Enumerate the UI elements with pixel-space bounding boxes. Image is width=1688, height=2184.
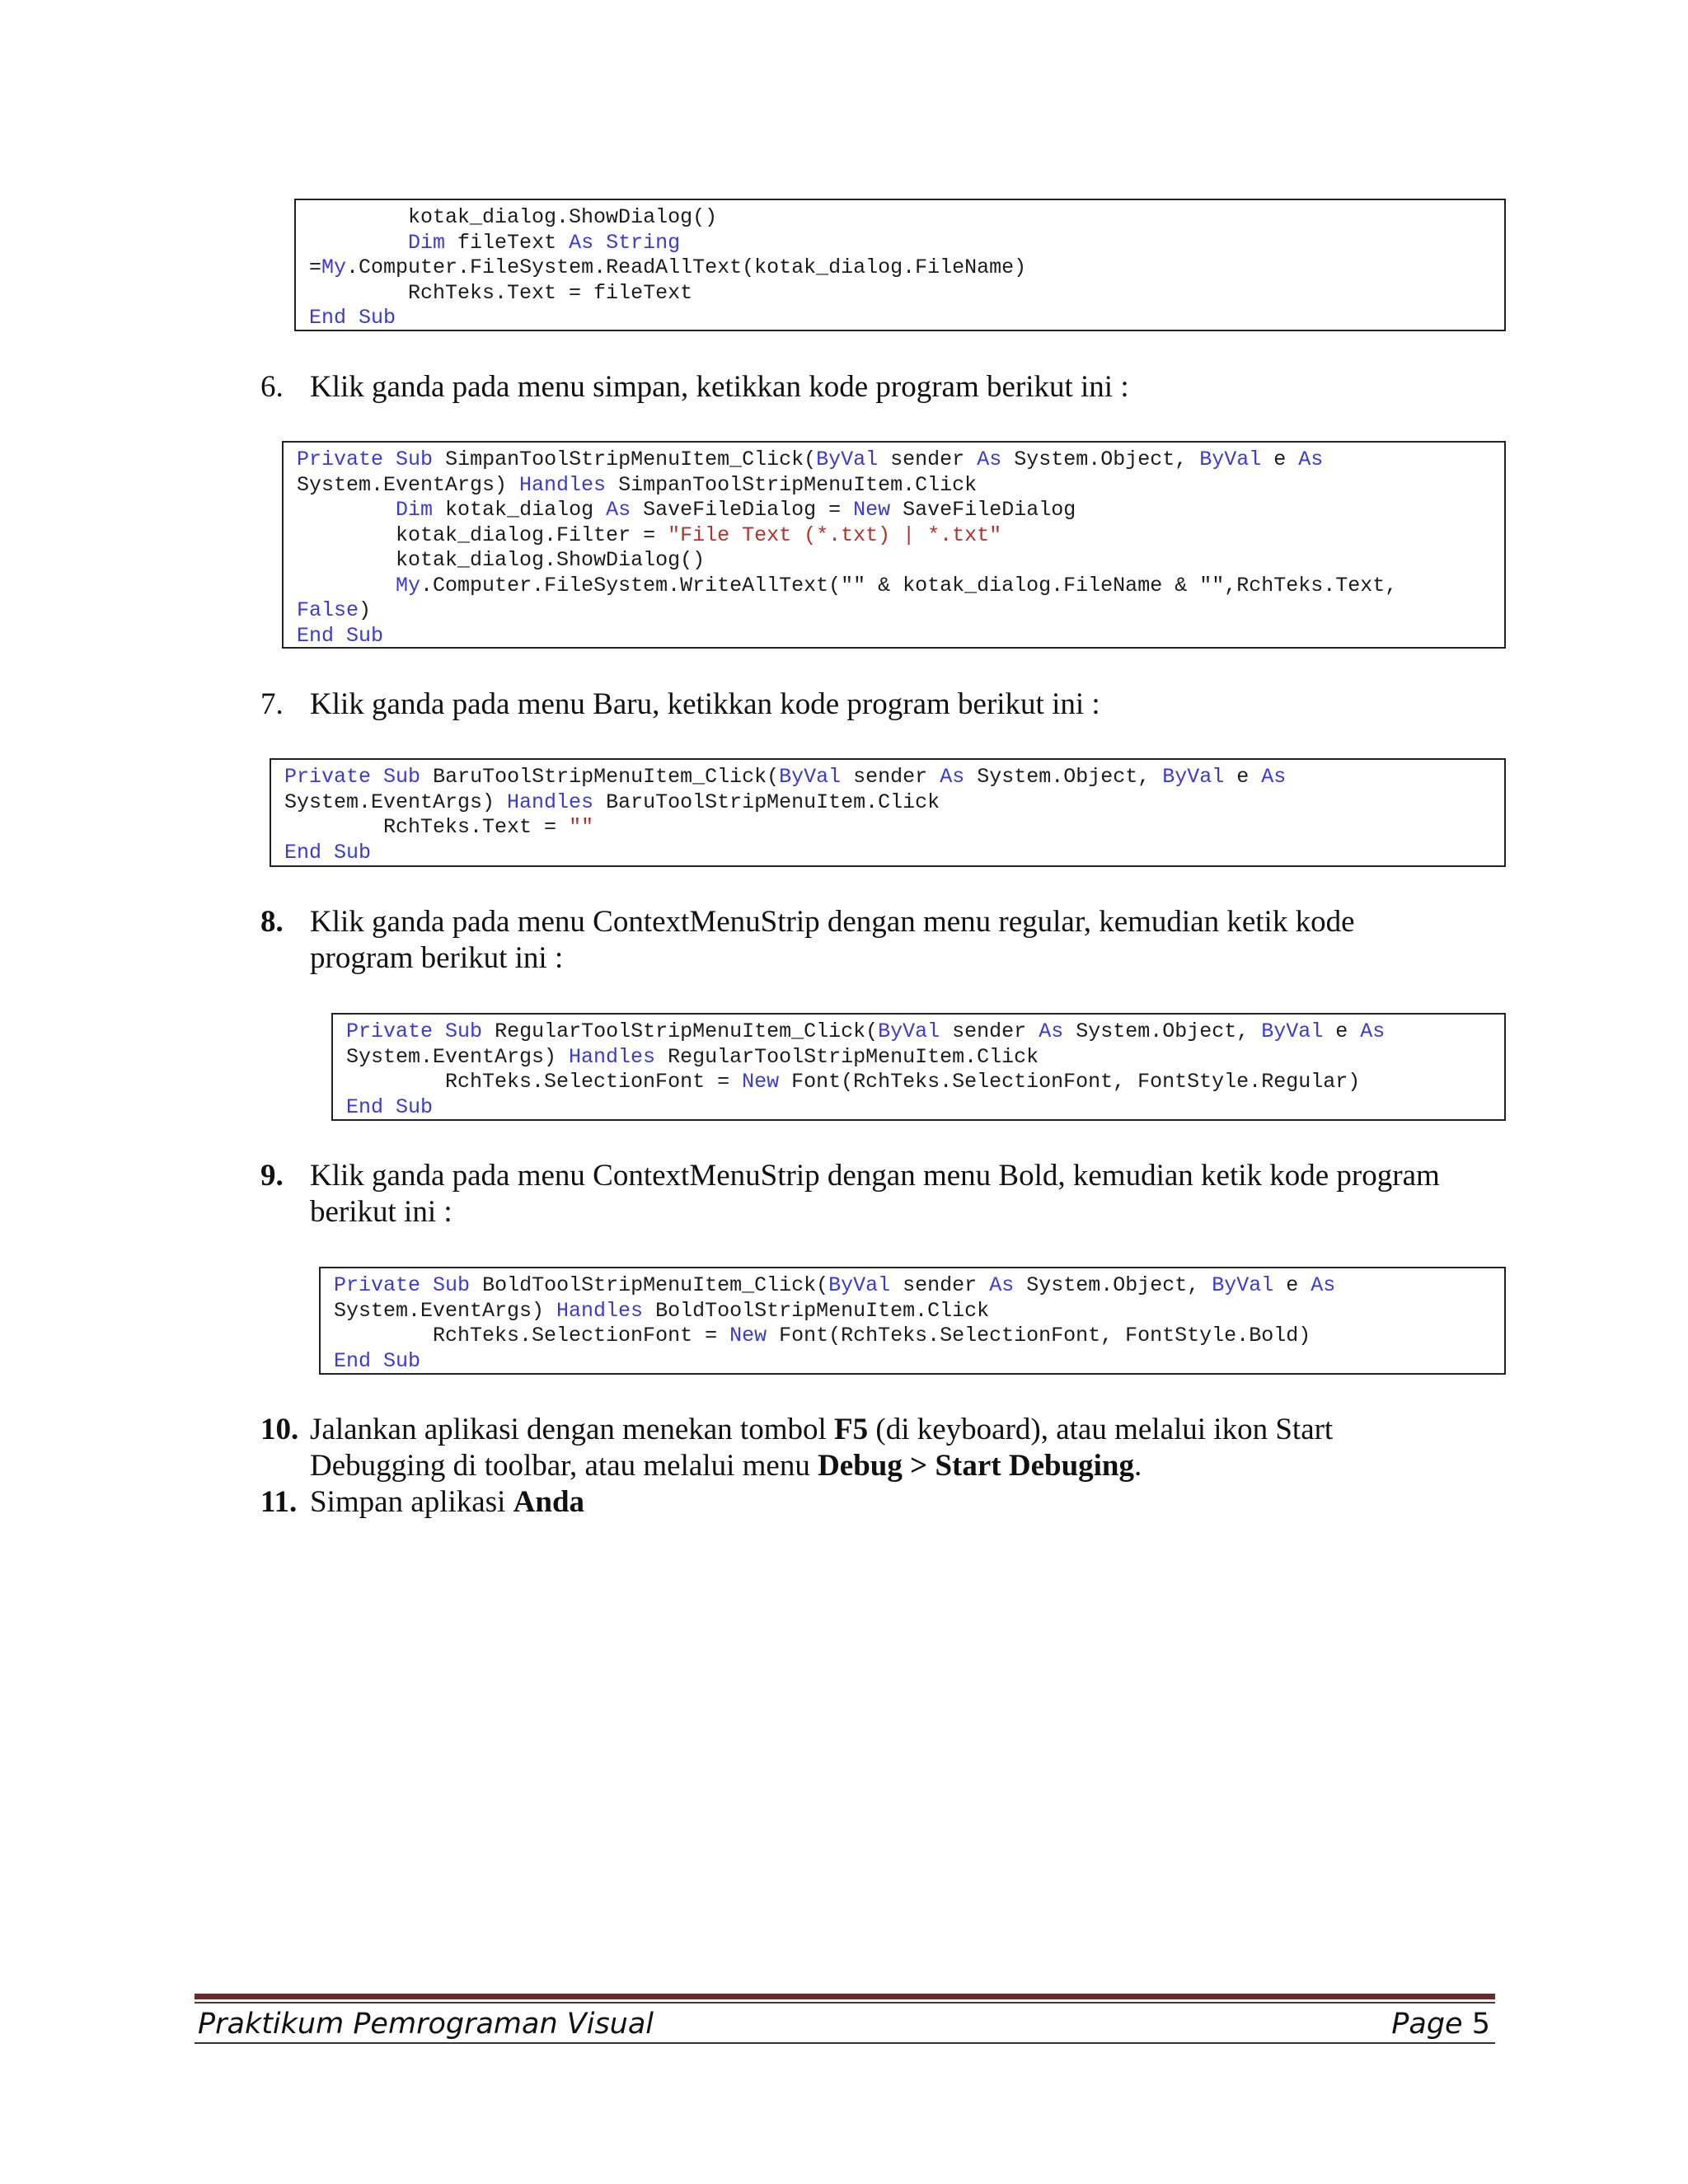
step-number: 6. [260, 370, 284, 404]
page-label: Page [1391, 2008, 1463, 2041]
code-token [433, 1019, 445, 1043]
code-token: sender [878, 448, 978, 471]
code-token: BoldToolStripMenuItem.Click [643, 1298, 990, 1323]
text-run: Jalankan aplikasi dengan menekan tombol [310, 1413, 835, 1446]
code-token: e [1261, 448, 1299, 471]
code-keyword: End [284, 840, 322, 865]
code-block-regular [331, 1013, 1506, 1121]
step-text-line-1: Klik ganda pada menu ContextMenuStrip dengan menu regular, kemudian ketik kode [310, 905, 1355, 939]
code-keyword: Dim [396, 498, 434, 522]
text-run-bold: Anda [513, 1485, 585, 1519]
code-keyword: End [309, 306, 347, 330]
code-keyword: Private [334, 1273, 421, 1297]
code-keyword: New [853, 498, 891, 522]
code-keyword: ByVal [1261, 1019, 1324, 1043]
code-block-baru [270, 758, 1506, 867]
code-token [383, 448, 396, 471]
code-token: BoldToolStripMenuItem_Click( [470, 1273, 829, 1297]
code-token [297, 574, 396, 598]
code-token: kotak_dialog [433, 498, 607, 522]
code-keyword: Handles [519, 472, 607, 497]
code-token: kotak_dialog.ShowDialog() [309, 205, 718, 229]
code-token: sender [940, 1019, 1039, 1043]
code-keyword: ByVal [878, 1019, 940, 1043]
code-token: System.Object, [1001, 448, 1200, 471]
code-token: sender [841, 765, 940, 789]
code-keyword: ByVal [1162, 765, 1225, 789]
code-token: RchTeks.Text = [284, 815, 570, 839]
step-text: Klik ganda pada menu simpan, ketikkan kode program berikut ini : [310, 370, 1129, 404]
code-token: System.EventArgs) [346, 1044, 570, 1069]
code-keyword: ByVal [779, 765, 842, 789]
step-text [310, 1484, 584, 1521]
code-token [420, 1273, 433, 1297]
code-keyword: Sub [346, 623, 384, 648]
code-text [297, 448, 1493, 649]
code-keyword: Private [284, 765, 372, 789]
code-keyword: New [742, 1070, 780, 1094]
code-token: e [1273, 1273, 1311, 1297]
text-run: . [1134, 1449, 1142, 1483]
code-keyword: As [1261, 765, 1287, 789]
code-token: RchTeks.SelectionFont = [334, 1324, 730, 1347]
code-block-bold [319, 1267, 1506, 1375]
step-text: Klik ganda pada menu Baru, ketikkan kode program berikut ini : [310, 687, 1100, 721]
footer-rule-thin [195, 2002, 1495, 2004]
code-token: SimpanToolStripMenuItem_Click( [433, 448, 817, 471]
code-keyword: As [1311, 1273, 1336, 1297]
code-token: ) [359, 598, 372, 622]
step-text-line-2: program berikut ini : [310, 941, 564, 975]
code-token [593, 231, 606, 255]
code-token: e [1224, 765, 1262, 789]
code-keyword: False [297, 598, 359, 622]
step-text-line-2: berikut ini : [310, 1195, 452, 1229]
code-keyword: Sub [383, 1348, 421, 1373]
code-token: System.Object, [1063, 1019, 1262, 1043]
code-keyword: Sub [334, 840, 372, 865]
code-keyword: As [977, 448, 1002, 471]
footer-rule-thick [195, 1994, 1495, 1999]
code-token: sender [890, 1273, 990, 1297]
page-number: 5 [1471, 2008, 1490, 2041]
code-keyword: My [396, 573, 421, 598]
code-token: e [1323, 1019, 1361, 1043]
code-keyword: Private [297, 448, 384, 471]
code-keyword: Sub [359, 306, 396, 330]
code-string: "" [569, 815, 594, 839]
code-keyword: As [940, 765, 965, 789]
code-token: Font(RchTeks.SelectionFont, FontStyle.Regular) [779, 1070, 1361, 1094]
code-keyword: ByVal [828, 1273, 891, 1297]
code-token: RchTeks.Text = fileText [309, 280, 693, 305]
code-keyword: End [334, 1348, 372, 1373]
text-run: (di keyboard), atau melalui ikon Start [868, 1413, 1334, 1446]
code-keyword: As [606, 498, 631, 522]
code-token: System.Object, [1014, 1273, 1212, 1297]
key-name: F5 [834, 1413, 869, 1446]
text-run: Simpan aplikasi [310, 1485, 513, 1519]
code-token [321, 841, 334, 865]
code-text [334, 1273, 1493, 1374]
code-token: SaveFileDialog [890, 498, 1076, 522]
code-token [346, 306, 359, 330]
code-keyword: End [346, 1094, 384, 1119]
code-text [309, 205, 1493, 331]
code-text [346, 1019, 1493, 1120]
code-token: System.EventArgs) [334, 1298, 557, 1323]
step-number: 10. [260, 1413, 299, 1446]
step-number: 11. [260, 1485, 298, 1519]
code-keyword: Handles [507, 790, 594, 814]
code-keyword: New [729, 1324, 767, 1347]
code-token: Font(RchTeks.SelectionFont, FontStyle.Bold) [767, 1324, 1311, 1347]
code-token: kotak_dialog.ShowDialog() [297, 548, 706, 572]
code-keyword: As [989, 1273, 1015, 1297]
code-keyword: Handles [569, 1044, 656, 1069]
code-token: kotak_dialog.Filter = [297, 523, 668, 547]
text-run: Debugging di toolbar, atau melalui menu [310, 1449, 818, 1483]
menu-path: Debug > Start Debuging [818, 1449, 1135, 1483]
code-token [297, 498, 396, 522]
code-token [383, 1095, 396, 1119]
code-keyword: Private [346, 1019, 434, 1043]
code-token: SimpanToolStripMenuItem.Click [606, 472, 978, 497]
footer-title: Praktikum Pemrograman Visual [198, 2008, 654, 2041]
code-keyword: As [1039, 1019, 1064, 1043]
code-keyword: Sub [383, 765, 421, 789]
step-text-line-2 [310, 1448, 1142, 1484]
code-token [334, 624, 346, 648]
code-keyword: Sub [396, 1094, 434, 1119]
step-text-line-1 [310, 1412, 1333, 1448]
code-keyword: Handles [556, 1298, 644, 1323]
code-keyword: End [297, 623, 335, 648]
code-token: BaruToolStripMenuItem_Click( [420, 765, 780, 789]
code-keyword: String [606, 230, 681, 255]
code-token: System.EventArgs) [297, 472, 520, 497]
code-keyword: As [1360, 1019, 1386, 1043]
code-token: fileText [445, 230, 570, 255]
code-token [309, 231, 408, 255]
code-token: .Computer.FileSystem.ReadAllText(kotak_dialog.FileName) [346, 255, 1027, 279]
code-token: .Computer.FileSystem.WriteAllText("" & kotak_dialog.FileName & "",RchTeks.Text, [420, 573, 1398, 598]
code-keyword: ByVal [1199, 448, 1262, 471]
step-text-line-1: Klik ganda pada menu ContextMenuStrip dengan menu Bold, kemudian ketik kode program [310, 1159, 1440, 1193]
code-keyword: Sub [445, 1019, 483, 1043]
code-token: System.EventArgs) [284, 790, 508, 814]
code-token: = [309, 255, 322, 279]
code-keyword: Sub [396, 448, 434, 471]
code-block-simpan [282, 441, 1506, 649]
code-token [371, 1349, 383, 1373]
code-token: RegularToolStripMenuItem.Click [655, 1044, 1039, 1069]
step-number: 8. [260, 905, 284, 939]
step-number: 9. [260, 1159, 284, 1193]
code-keyword: Dim [408, 230, 446, 255]
code-keyword: Sub [433, 1273, 471, 1297]
footer-rule-bottom [195, 2042, 1495, 2044]
code-keyword: ByVal [816, 448, 879, 471]
code-keyword: As [569, 230, 594, 255]
code-keyword: ByVal [1212, 1273, 1274, 1297]
code-block-open-tail [294, 199, 1506, 331]
code-text [284, 765, 1493, 865]
footer-page [1391, 2006, 1490, 2042]
code-token [371, 765, 383, 789]
code-keyword: My [321, 255, 347, 279]
code-string: "File Text (*.txt) | *.txt" [668, 523, 1002, 547]
step-number: 7. [260, 687, 284, 721]
code-token: RchTeks.SelectionFont = [346, 1070, 743, 1094]
code-token: System.Object, [964, 765, 1163, 789]
code-token: RegularToolStripMenuItem_Click( [482, 1019, 879, 1043]
code-keyword: As [1298, 448, 1324, 471]
code-token: SaveFileDialog = [631, 498, 854, 522]
code-token: BaruToolStripMenuItem.Click [593, 790, 940, 814]
